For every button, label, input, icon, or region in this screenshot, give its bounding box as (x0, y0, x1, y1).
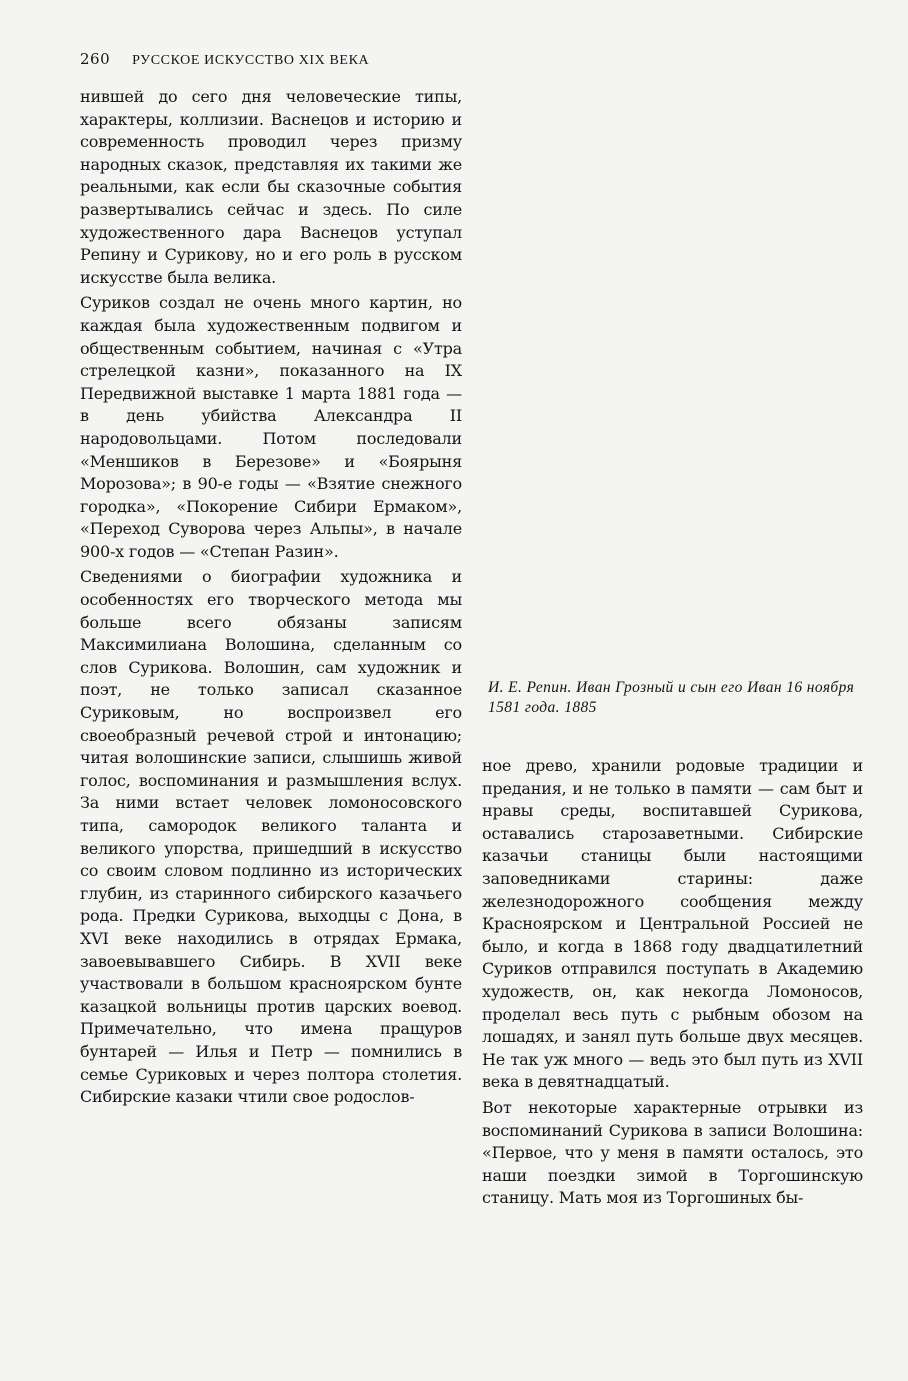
paragraph-memoirs: Вот некоторые характерные отрывки из воспоминаний Сурикова в записи Волошина: «Первое, что у меня в памяти осталось, это наши поездки зимой в Торгошинскую станицу. Мать моя из Торгошиных бы- (482, 1097, 863, 1208)
paragraph-surikov-works: Суриков создал не очень много картин, но каждая была художественным подвигом и общественным событием, начиная с «Утра стрелецкой казни», показанного на IX Передвижной выставке 1 марта 1881 года — в день убийства Александра II народовольцами. Потом последовали «Меншиков в Березове» и «Боярыня Морозова»; в 90-е годы — «Взятие снежного городка», «Покорение Сибири Ермаком», «Переход Суворова через Альпы», в начале 900-х годов — «Степан Разин». (80, 293, 462, 561)
right-text-column (482, 755, 863, 1210)
page-number: 260 (80, 50, 111, 68)
illustration-area (482, 90, 868, 660)
paragraph-vasnetsov: нившей до сего дня человеческие типы, характеры, коллизии. Васнецов и историю и современность проводил через призму народных сказок, представляя их такими же реальными, как если бы сказочные события развертывались сейчас и здесь. По силе художественного дара Васнецов уступал Репину и Сурикову, но и его роль в русском искусстве была велика. (80, 87, 462, 287)
left-text-column (80, 86, 462, 1109)
page-header (80, 50, 369, 74)
paragraph-family-tree: ное древо, хранили родовые традиции и предания, и не только в памяти — сам быт и нравы среды, воспитавшей Сурикова, оставались старозаветными. Сибирские казачьи станицы были настоящими заповедниками старины: даже железнодорожного сообщения между Красноярском и Центральной Россией не было, и когда в 1868 году двадцатилетний Суриков отправился поступать в Академию художеств, он, как некогда Ломоносов, проделал весь путь с рыбным обозом на лошадях, и занял путь больше двух месяцев. Не так уж много — ведь это был путь из XVII века в девятнадцатый. (482, 756, 863, 1092)
running-head: РУССКОЕ ИСКУССТВО XIX ВЕКА (132, 53, 370, 68)
illustration-caption: И. Е. Репин. Иван Грозный и сын его Иван 16 ноября 1581 года. 1885 (488, 679, 855, 716)
paragraph-biography: Сведениями о биографии художника и особенностях его творческого метода мы больше всего обязаны записям Максимилиана Волошина, сделанным со слов Сурикова. Волошин, сам художник и поэт, не только записал сказанное Суриковым, но воспроизвел его своеобразный речевой строй и интонацию; читая волошинские записи, слышишь живой голос, воспоминания и размышления вслух. За ними встает человек ломоносовского типа, самородок великого таланта и великого упорства, пришедший в искусство со своим словом подлинно из исторических глубин, из старинного сибирского казачьего рода. Предки Сурикова, выходцы с Дона, в XVI веке находились в отрядах Ермака, завоевывавшего Сибирь. В XVII веке участвовали в большом красноярском бунте казацкой вольницы против царских воевод. Примечательно, что имена пращуров бунтарей — Илья и Петр — помнились в семье Суриковых и через полтора столетия. Сибирские казаки чтили свое родослов- (80, 567, 462, 1107)
